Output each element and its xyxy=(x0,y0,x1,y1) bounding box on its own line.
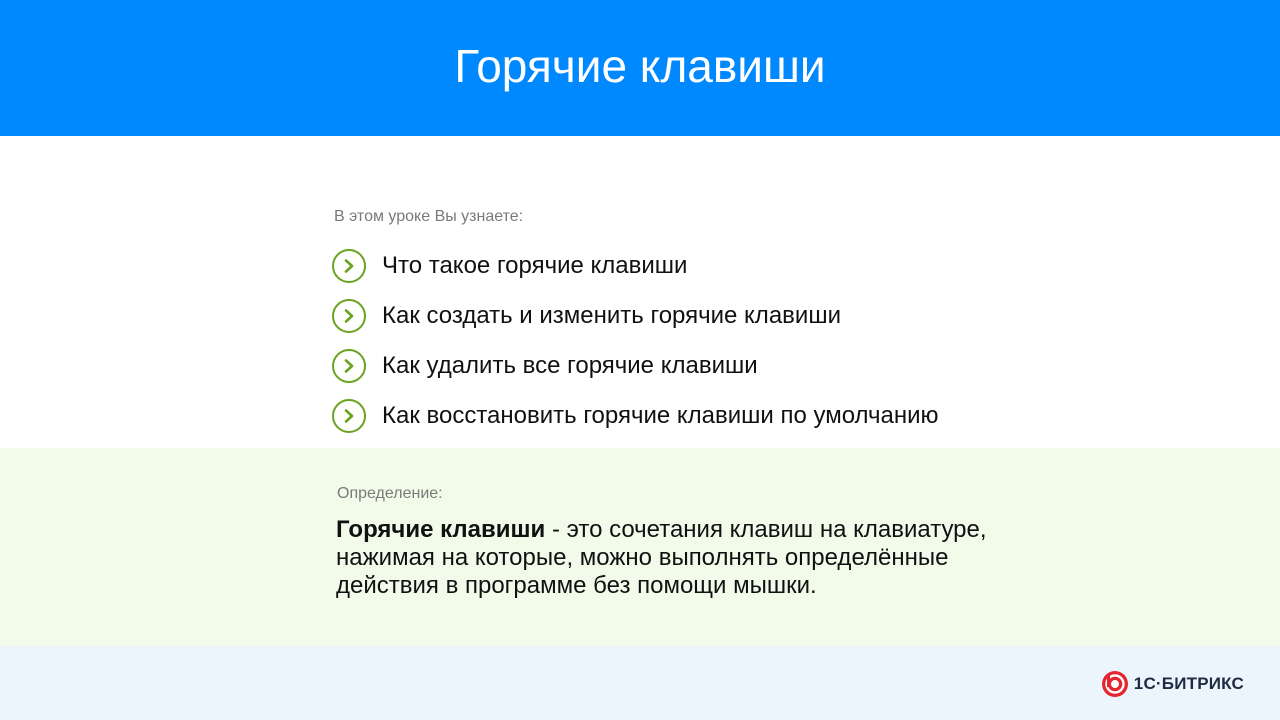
lesson-topics-list xyxy=(332,247,939,447)
definition-body xyxy=(336,516,1056,600)
list-item xyxy=(332,347,939,385)
list-item xyxy=(332,247,939,285)
topic-text: Как удалить все горячие клавиши xyxy=(382,352,758,379)
header-bar xyxy=(0,0,1280,136)
footer-bar xyxy=(0,646,1280,720)
page-title: Горячие клавиши xyxy=(454,40,826,92)
definition-text: - это сочетания клавиш на клавиатуре, нажимая на которые, можно выполнять определённые действия в программе без помощи мышки. xyxy=(336,516,987,599)
topic-text: Как создать и изменить горячие клавиши xyxy=(382,302,841,329)
bitrix-logo-icon xyxy=(1101,670,1129,698)
logo-text: 1С·БИТРИКС xyxy=(1133,674,1244,693)
list-item xyxy=(332,297,939,335)
definition-section xyxy=(0,448,1280,646)
definition-term: Горячие клавиши xyxy=(336,516,546,543)
definition-label: Определение: xyxy=(337,485,443,502)
list-item xyxy=(332,397,939,435)
bitrix-logo xyxy=(1101,670,1244,698)
chevron-right-circle-icon xyxy=(332,399,366,433)
chevron-right-circle-icon xyxy=(332,299,366,333)
topic-text: Что такое горячие клавиши xyxy=(382,252,688,279)
chevron-right-circle-icon xyxy=(332,249,366,283)
lesson-intro: В этом уроке Вы узнаете: xyxy=(334,208,524,225)
chevron-right-circle-icon xyxy=(332,349,366,383)
topic-text: Как восстановить горячие клавиши по умолчанию xyxy=(382,402,939,429)
